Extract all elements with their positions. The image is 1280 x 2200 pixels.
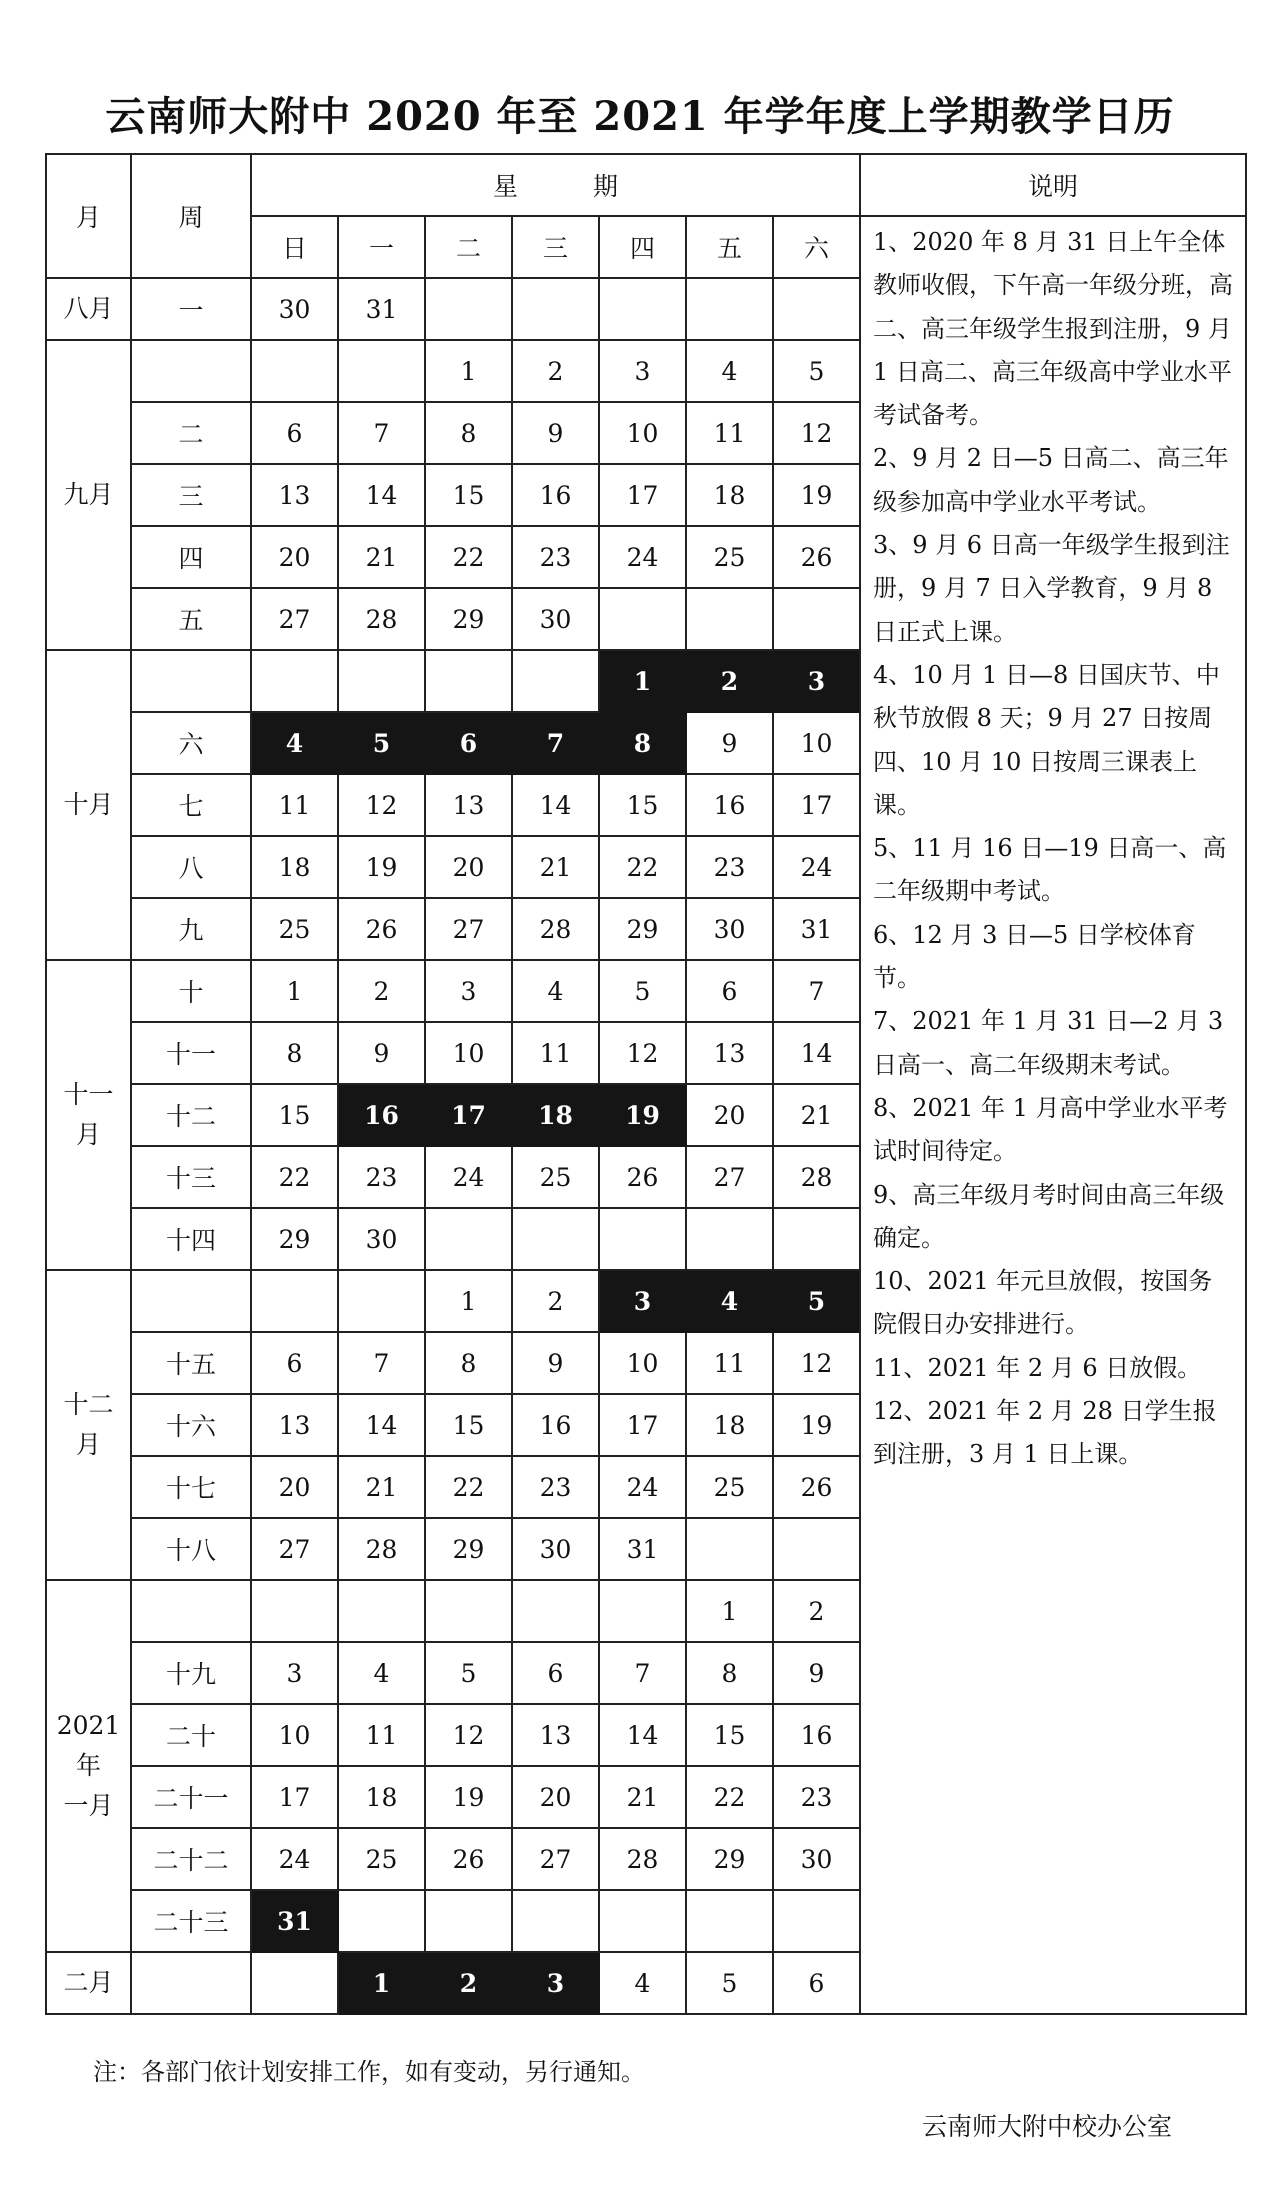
day-cell bbox=[425, 650, 512, 712]
weekday-header-cell: 三 bbox=[512, 216, 599, 278]
day-cell: 30 bbox=[251, 278, 338, 340]
day-cell: 20 bbox=[251, 526, 338, 588]
day-cell: 10 bbox=[251, 1704, 338, 1766]
day-cell: 15 bbox=[425, 464, 512, 526]
footnote: 注：各部门依计划安排工作，如有变动，另行通知。 bbox=[93, 2058, 645, 2086]
day-cell: 6 bbox=[773, 1952, 860, 2014]
day-cell: 12 bbox=[773, 1332, 860, 1394]
day-cell: 2 bbox=[773, 1580, 860, 1642]
week-number-cell: 十八 bbox=[131, 1518, 251, 1580]
day-cell bbox=[686, 278, 773, 340]
day-cell: 27 bbox=[251, 588, 338, 650]
month-label: 2021 年 一月 bbox=[46, 1580, 131, 1952]
day-cell bbox=[599, 588, 686, 650]
month-column-header: 月 bbox=[46, 154, 131, 278]
week-number-cell bbox=[131, 1952, 251, 2014]
month-label: 八月 bbox=[46, 278, 131, 340]
note-item: 12、2021 年 2 月 28 日学生报到注册，3 月 1 日上课。 bbox=[873, 1397, 1217, 1469]
day-cell: 14 bbox=[512, 774, 599, 836]
day-cell: 28 bbox=[512, 898, 599, 960]
day-cell: 21 bbox=[338, 1456, 425, 1518]
weekday-group-header: 星 期 bbox=[251, 154, 860, 216]
week-number-cell: 七 bbox=[131, 774, 251, 836]
month-label: 九月 bbox=[46, 340, 131, 650]
day-cell: 21 bbox=[512, 836, 599, 898]
weekday-header-cell: 日 bbox=[251, 216, 338, 278]
day-cell: 8 bbox=[251, 1022, 338, 1084]
day-cell: 30 bbox=[773, 1828, 860, 1890]
day-cell: 2 bbox=[338, 960, 425, 1022]
day-cell: 14 bbox=[773, 1022, 860, 1084]
day-cell: 11 bbox=[338, 1704, 425, 1766]
day-cell: 16 bbox=[512, 464, 599, 526]
day-cell: 20 bbox=[251, 1456, 338, 1518]
day-cell bbox=[686, 588, 773, 650]
day-cell: 25 bbox=[686, 526, 773, 588]
week-number-cell: 十七 bbox=[131, 1456, 251, 1518]
day-cell: 27 bbox=[512, 1828, 599, 1890]
document-title: 云南师大附中 2020 年至 2021 年学年度上学期教学日历 bbox=[105, 93, 1175, 140]
day-cell: 18 bbox=[338, 1766, 425, 1828]
day-cell: 28 bbox=[599, 1828, 686, 1890]
day-cell: 26 bbox=[599, 1146, 686, 1208]
note-item: 11、2021 年 2 月 6 日放假。 bbox=[873, 1353, 1202, 1382]
month-label: 十二 月 bbox=[46, 1270, 131, 1580]
day-cell: 4 bbox=[686, 340, 773, 402]
day-cell bbox=[338, 1580, 425, 1642]
day-cell: 23 bbox=[338, 1146, 425, 1208]
day-cell: 8 bbox=[599, 712, 686, 774]
day-cell: 17 bbox=[599, 1394, 686, 1456]
day-cell: 22 bbox=[425, 1456, 512, 1518]
day-cell: 20 bbox=[686, 1084, 773, 1146]
day-cell: 29 bbox=[686, 1828, 773, 1890]
day-cell: 3 bbox=[599, 340, 686, 402]
day-cell: 5 bbox=[773, 1270, 860, 1332]
month-label: 十一 月 bbox=[46, 960, 131, 1270]
day-cell: 6 bbox=[512, 1642, 599, 1704]
day-cell bbox=[425, 1890, 512, 1952]
day-cell: 16 bbox=[686, 774, 773, 836]
header-row-1 bbox=[46, 154, 1246, 216]
day-cell: 10 bbox=[599, 1332, 686, 1394]
day-cell: 16 bbox=[512, 1394, 599, 1456]
day-cell: 11 bbox=[686, 402, 773, 464]
week-number-cell: 十六 bbox=[131, 1394, 251, 1456]
day-cell: 22 bbox=[599, 836, 686, 898]
day-cell: 17 bbox=[599, 464, 686, 526]
day-cell bbox=[773, 1518, 860, 1580]
week-number-cell: 十三 bbox=[131, 1146, 251, 1208]
day-cell: 23 bbox=[773, 1766, 860, 1828]
day-cell: 29 bbox=[425, 1518, 512, 1580]
note-item: 6、12 月 3 日—5 日学校体育节。 bbox=[873, 920, 1196, 993]
day-cell: 2 bbox=[512, 1270, 599, 1332]
day-cell: 14 bbox=[338, 464, 425, 526]
day-cell: 29 bbox=[599, 898, 686, 960]
day-cell: 19 bbox=[425, 1766, 512, 1828]
day-cell bbox=[773, 278, 860, 340]
day-cell: 25 bbox=[251, 898, 338, 960]
day-cell bbox=[599, 1208, 686, 1270]
day-cell bbox=[425, 278, 512, 340]
day-cell bbox=[338, 650, 425, 712]
day-cell: 7 bbox=[512, 712, 599, 774]
day-cell: 14 bbox=[338, 1394, 425, 1456]
note-item: 7、2021 年 1 月 31 日—2 月 3 日高一、高二年级期末考试。 bbox=[873, 1007, 1224, 1079]
day-cell: 26 bbox=[773, 526, 860, 588]
weekday-header-cell: 五 bbox=[686, 216, 773, 278]
week-number-cell bbox=[131, 340, 251, 402]
day-cell: 19 bbox=[773, 1394, 860, 1456]
month-label: 十月 bbox=[46, 650, 131, 960]
note-item: 5、11 月 16 日—19 日高一、高二年级期中考试。 bbox=[873, 834, 1227, 906]
day-cell: 20 bbox=[425, 836, 512, 898]
note-item: 3、9 月 6 日高一年级学生报到注册，9 月 7 日入学教育，9 月 8 日正式上课。 bbox=[873, 531, 1230, 646]
day-cell: 9 bbox=[338, 1022, 425, 1084]
day-cell bbox=[686, 1518, 773, 1580]
day-cell: 5 bbox=[425, 1642, 512, 1704]
day-cell: 22 bbox=[425, 526, 512, 588]
day-cell: 22 bbox=[686, 1766, 773, 1828]
day-cell bbox=[512, 650, 599, 712]
weekday-header-cell: 二 bbox=[425, 216, 512, 278]
day-cell: 5 bbox=[773, 340, 860, 402]
day-cell: 16 bbox=[773, 1704, 860, 1766]
day-cell: 18 bbox=[512, 1084, 599, 1146]
day-cell: 3 bbox=[599, 1270, 686, 1332]
day-cell: 10 bbox=[599, 402, 686, 464]
weekday-header-cell: 一 bbox=[338, 216, 425, 278]
note-item: 8、2021 年 1 月高中学业水平考试时间待定。 bbox=[873, 1093, 1228, 1166]
day-cell bbox=[425, 1580, 512, 1642]
day-cell bbox=[512, 1208, 599, 1270]
day-cell: 24 bbox=[773, 836, 860, 898]
day-cell: 23 bbox=[512, 526, 599, 588]
day-cell: 27 bbox=[425, 898, 512, 960]
day-cell bbox=[251, 1580, 338, 1642]
day-cell bbox=[338, 1890, 425, 1952]
day-cell: 31 bbox=[773, 898, 860, 960]
day-cell bbox=[251, 1952, 338, 2014]
day-cell: 15 bbox=[599, 774, 686, 836]
day-cell: 2 bbox=[686, 650, 773, 712]
day-cell bbox=[338, 340, 425, 402]
day-cell: 31 bbox=[599, 1518, 686, 1580]
week-number-cell: 十二 bbox=[131, 1084, 251, 1146]
week-number-cell bbox=[131, 650, 251, 712]
day-cell: 15 bbox=[686, 1704, 773, 1766]
day-cell: 6 bbox=[251, 402, 338, 464]
day-cell: 11 bbox=[686, 1332, 773, 1394]
day-cell: 23 bbox=[686, 836, 773, 898]
day-cell bbox=[773, 1208, 860, 1270]
day-cell: 24 bbox=[251, 1828, 338, 1890]
month-label: 二月 bbox=[46, 1952, 131, 2014]
notes-panel bbox=[860, 216, 1246, 2014]
day-cell bbox=[512, 1580, 599, 1642]
day-cell: 13 bbox=[425, 774, 512, 836]
week-number-cell: 四 bbox=[131, 526, 251, 588]
week-number-cell: 二十三 bbox=[131, 1890, 251, 1952]
week-number-cell: 十一 bbox=[131, 1022, 251, 1084]
day-cell: 26 bbox=[338, 898, 425, 960]
day-cell: 24 bbox=[599, 526, 686, 588]
day-cell: 9 bbox=[773, 1642, 860, 1704]
day-cell bbox=[251, 340, 338, 402]
day-cell: 18 bbox=[686, 464, 773, 526]
day-cell: 4 bbox=[512, 960, 599, 1022]
day-cell: 27 bbox=[686, 1146, 773, 1208]
day-cell: 16 bbox=[338, 1084, 425, 1146]
day-cell: 8 bbox=[686, 1642, 773, 1704]
day-cell bbox=[512, 1890, 599, 1952]
day-cell: 12 bbox=[599, 1022, 686, 1084]
day-cell: 4 bbox=[251, 712, 338, 774]
day-cell: 6 bbox=[251, 1332, 338, 1394]
day-cell bbox=[599, 1580, 686, 1642]
day-cell: 4 bbox=[338, 1642, 425, 1704]
day-cell: 17 bbox=[251, 1766, 338, 1828]
day-cell: 7 bbox=[338, 402, 425, 464]
day-cell: 19 bbox=[338, 836, 425, 898]
day-cell: 17 bbox=[773, 774, 860, 836]
calendar-table bbox=[45, 153, 1247, 2015]
note-item: 2、9 月 2 日—5 日高二、高三年级参加高中学业水平考试。 bbox=[873, 444, 1229, 516]
day-cell: 9 bbox=[512, 1332, 599, 1394]
day-cell: 18 bbox=[251, 836, 338, 898]
week-number-cell: 十九 bbox=[131, 1642, 251, 1704]
day-cell: 13 bbox=[686, 1022, 773, 1084]
day-cell bbox=[338, 1270, 425, 1332]
week-number-cell: 十四 bbox=[131, 1208, 251, 1270]
office-signature: 云南师大附中校办公室 bbox=[922, 2112, 1173, 2141]
day-cell: 30 bbox=[686, 898, 773, 960]
day-cell bbox=[251, 650, 338, 712]
day-cell: 25 bbox=[338, 1828, 425, 1890]
note-item: 4、10 月 1 日—8 日国庆节、中秋节放假 8 天；9 月 27 日按周四、10 月 10 日按周三课表上课。 bbox=[873, 660, 1220, 819]
day-cell: 24 bbox=[425, 1146, 512, 1208]
day-cell: 1 bbox=[686, 1580, 773, 1642]
day-cell bbox=[599, 1890, 686, 1952]
day-cell: 1 bbox=[599, 650, 686, 712]
notes-column-header: 说明 bbox=[860, 154, 1246, 216]
day-cell: 8 bbox=[425, 1332, 512, 1394]
week-number-cell: 十五 bbox=[131, 1332, 251, 1394]
day-cell: 3 bbox=[512, 1952, 599, 2014]
week-number-cell: 二十二 bbox=[131, 1828, 251, 1890]
week-number-cell: 六 bbox=[131, 712, 251, 774]
note-item: 1、2020 年 8 月 31 日上午全体教师收假，下午高一年级分班，高二、高三年级学生报到注册，9 月 1 日高二、高三年级高中学业水平考试备考。 bbox=[873, 228, 1233, 430]
day-cell: 2 bbox=[425, 1952, 512, 2014]
day-cell: 21 bbox=[599, 1766, 686, 1828]
day-cell: 13 bbox=[251, 1394, 338, 1456]
day-cell: 11 bbox=[512, 1022, 599, 1084]
day-cell: 5 bbox=[338, 712, 425, 774]
day-cell bbox=[686, 1208, 773, 1270]
day-cell: 13 bbox=[251, 464, 338, 526]
note-item: 10、2021 年元旦放假，按国务院假日办安排进行。 bbox=[873, 1267, 1213, 1339]
day-cell: 7 bbox=[338, 1332, 425, 1394]
day-cell: 14 bbox=[599, 1704, 686, 1766]
day-cell: 6 bbox=[425, 712, 512, 774]
day-cell: 15 bbox=[425, 1394, 512, 1456]
day-cell: 6 bbox=[686, 960, 773, 1022]
day-cell: 2 bbox=[512, 340, 599, 402]
day-cell: 5 bbox=[686, 1952, 773, 2014]
weekday-header-cell: 六 bbox=[773, 216, 860, 278]
day-cell: 30 bbox=[512, 588, 599, 650]
day-cell: 10 bbox=[773, 712, 860, 774]
day-cell: 9 bbox=[512, 402, 599, 464]
day-cell: 5 bbox=[599, 960, 686, 1022]
day-cell: 28 bbox=[338, 588, 425, 650]
week-number-cell: 一 bbox=[131, 278, 251, 340]
day-cell: 25 bbox=[686, 1456, 773, 1518]
day-cell: 3 bbox=[773, 650, 860, 712]
day-cell: 13 bbox=[512, 1704, 599, 1766]
week-number-cell bbox=[131, 1270, 251, 1332]
day-cell: 26 bbox=[425, 1828, 512, 1890]
day-cell: 19 bbox=[599, 1084, 686, 1146]
day-cell: 12 bbox=[425, 1704, 512, 1766]
day-cell bbox=[599, 278, 686, 340]
day-cell: 23 bbox=[512, 1456, 599, 1518]
day-cell: 20 bbox=[512, 1766, 599, 1828]
day-cell: 7 bbox=[599, 1642, 686, 1704]
day-cell: 27 bbox=[251, 1518, 338, 1580]
day-cell: 21 bbox=[773, 1084, 860, 1146]
day-cell: 4 bbox=[599, 1952, 686, 2014]
day-cell: 31 bbox=[338, 278, 425, 340]
day-cell bbox=[773, 1890, 860, 1952]
day-cell bbox=[512, 278, 599, 340]
weekday-header-cell: 四 bbox=[599, 216, 686, 278]
day-cell: 30 bbox=[338, 1208, 425, 1270]
day-cell bbox=[686, 1890, 773, 1952]
day-cell: 7 bbox=[773, 960, 860, 1022]
calendar-table-wrapper bbox=[45, 153, 1247, 2015]
day-cell: 28 bbox=[338, 1518, 425, 1580]
day-cell: 3 bbox=[251, 1642, 338, 1704]
day-cell: 28 bbox=[773, 1146, 860, 1208]
day-cell: 26 bbox=[773, 1456, 860, 1518]
week-number-cell: 十 bbox=[131, 960, 251, 1022]
day-cell: 25 bbox=[512, 1146, 599, 1208]
day-cell: 10 bbox=[425, 1022, 512, 1084]
day-cell: 29 bbox=[251, 1208, 338, 1270]
day-cell: 17 bbox=[425, 1084, 512, 1146]
day-cell: 9 bbox=[686, 712, 773, 774]
day-cell: 30 bbox=[512, 1518, 599, 1580]
day-cell: 15 bbox=[251, 1084, 338, 1146]
day-cell: 31 bbox=[251, 1890, 338, 1952]
day-cell: 11 bbox=[251, 774, 338, 836]
day-cell: 1 bbox=[251, 960, 338, 1022]
day-cell: 1 bbox=[425, 1270, 512, 1332]
day-cell: 21 bbox=[338, 526, 425, 588]
day-cell bbox=[773, 588, 860, 650]
week-column-header: 周 bbox=[131, 154, 251, 278]
week-number-cell bbox=[131, 1580, 251, 1642]
week-number-cell: 三 bbox=[131, 464, 251, 526]
day-cell: 18 bbox=[686, 1394, 773, 1456]
day-cell: 29 bbox=[425, 588, 512, 650]
day-cell: 19 bbox=[773, 464, 860, 526]
week-number-cell: 八 bbox=[131, 836, 251, 898]
day-cell: 12 bbox=[773, 402, 860, 464]
week-number-cell: 二 bbox=[131, 402, 251, 464]
week-number-cell: 九 bbox=[131, 898, 251, 960]
note-item: 9、高三年级月考时间由高三年级确定。 bbox=[873, 1180, 1225, 1252]
day-cell: 24 bbox=[599, 1456, 686, 1518]
week-number-cell: 二十 bbox=[131, 1704, 251, 1766]
day-cell: 4 bbox=[686, 1270, 773, 1332]
week-number-cell: 五 bbox=[131, 588, 251, 650]
day-cell bbox=[425, 1208, 512, 1270]
day-cell: 8 bbox=[425, 402, 512, 464]
day-cell: 1 bbox=[338, 1952, 425, 2014]
day-cell: 12 bbox=[338, 774, 425, 836]
day-cell: 1 bbox=[425, 340, 512, 402]
week-number-cell: 二十一 bbox=[131, 1766, 251, 1828]
day-cell: 3 bbox=[425, 960, 512, 1022]
day-cell bbox=[251, 1270, 338, 1332]
day-cell: 22 bbox=[251, 1146, 338, 1208]
